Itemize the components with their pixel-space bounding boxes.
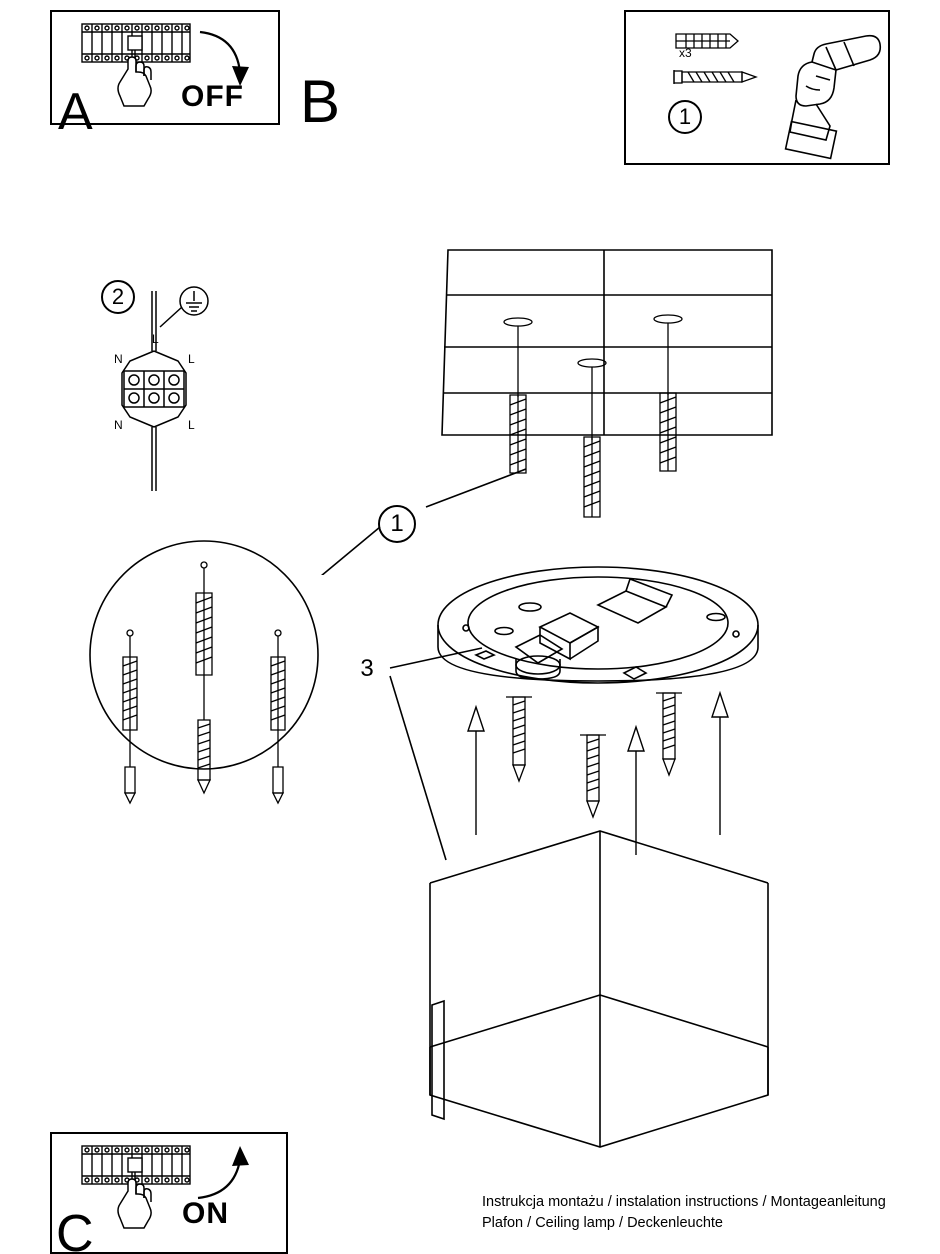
- callout-1-marker: 1: [378, 505, 416, 543]
- callout-3-marker: 3: [348, 650, 386, 688]
- panel-a-letter: A: [58, 83, 93, 141]
- screw-group: [506, 693, 682, 817]
- panel-c-state-label: ON: [182, 1197, 229, 1230]
- ceiling-surface: [442, 250, 772, 435]
- wiring-terminal-block-icon: [100, 285, 230, 500]
- dowel-group: [510, 393, 676, 517]
- panel-a-state-label: OFF: [181, 80, 244, 113]
- panel-b-letter: B: [300, 68, 341, 135]
- panel-c-letter: C: [56, 1205, 94, 1254]
- assembly-exploded-view: [420, 235, 920, 1235]
- tools-icons: [630, 14, 886, 162]
- ceiling-mounting-detail-circle: [88, 535, 328, 825]
- panel-c-breaker-icon: [58, 1136, 284, 1246]
- tools-quantity-label: x3: [679, 46, 692, 60]
- footer-line-2: Plafon / Ceiling lamp / Deckenleuchte: [482, 1215, 723, 1231]
- wiring-label-n-bottom: N: [114, 418, 123, 432]
- footer-line-1: Instrukcja montażu / instalation instructions / Montageanleitung: [482, 1194, 886, 1210]
- wiring-label-n-top: N: [114, 352, 123, 366]
- hexagonal-lamp-shade: [430, 831, 768, 1147]
- round-mounting-bracket: [438, 567, 758, 683]
- wiring-label-l-center: L: [152, 332, 159, 346]
- panel-a-breaker-icon: [58, 14, 278, 119]
- assembly-arrows: [468, 693, 728, 855]
- wiring-label-l-bottom: L: [188, 418, 195, 432]
- wiring-step-number: 2: [101, 280, 135, 314]
- tools-step-number: 1: [668, 100, 702, 134]
- wiring-label-l-top: L: [188, 352, 195, 366]
